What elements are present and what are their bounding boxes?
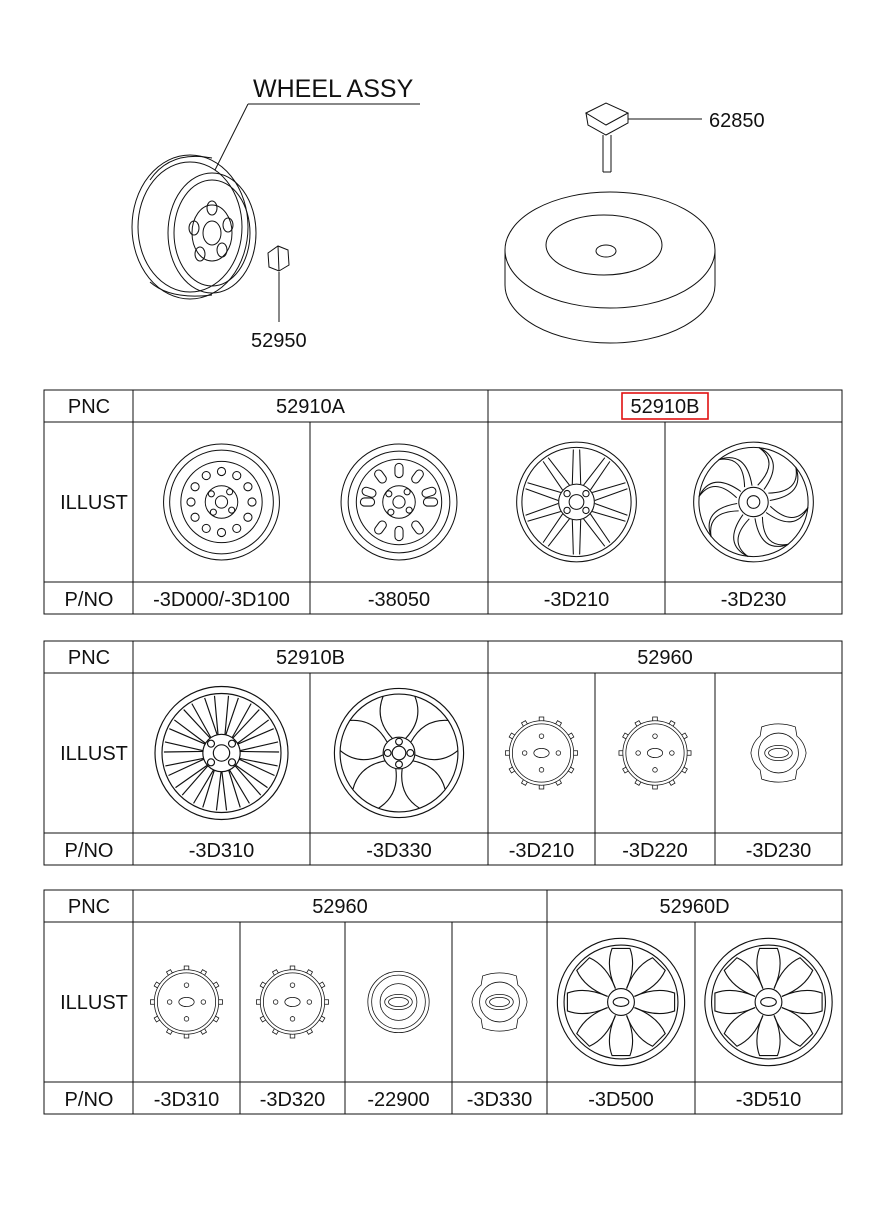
part-number: -38050 [367,589,431,611]
row-label-pno: P/NO [64,589,114,611]
row-label-pnc: PNC [67,396,111,418]
pnc-group-label: 52960D [659,896,730,918]
part-number: -3D230 [720,589,787,611]
wheel-cover-icon [557,938,684,1065]
center-cap-icon [619,717,691,789]
part-number: -3D210 [543,589,610,611]
center-cap-icon [505,717,577,789]
parts-table [44,641,842,865]
pnc-group-label: 52910B [276,647,345,669]
parts-table [44,890,842,1114]
row-label-pno: P/NO [64,840,114,862]
part-number: -3D310 [153,1089,220,1111]
wheel-assy-icon [132,155,256,299]
parts-table [44,390,842,614]
center-cap-icon [150,966,222,1038]
diagram-title: WHEEL ASSY [253,75,414,103]
steel-wheel-slotted-icon [341,444,457,560]
part-number: -3D210 [508,840,575,862]
row-label-pnc: PNC [67,896,111,918]
hub-cap-round-icon [368,971,429,1032]
pnc-group-label: 52960 [312,896,368,918]
part-number: -3D000/-3D100 [153,589,290,611]
alloy-wheel-10-spoke-icon [517,442,637,562]
part-number: -3D310 [188,840,255,862]
alloy-wheel-multi-spoke-icon [155,687,288,820]
part-number: -3D220 [622,840,688,862]
wheel-cover-swirl-icon [705,938,832,1065]
hub-cap-icon [751,724,806,782]
part-number: -3D500 [588,1089,654,1111]
part-number: -3D330 [366,840,432,862]
row-label-pno: P/NO [64,1089,114,1111]
part-number: -3D230 [745,840,812,862]
center-cap-icon [256,966,328,1038]
spare-bolt-icon [586,103,628,172]
part-number: -3D320 [259,1089,326,1111]
part-number: -3D330 [466,1089,533,1111]
row-label-illust: ILLUST [60,743,128,765]
pnc-group-label: 52910A [276,396,345,418]
callout-spare-bolt: 62850 [709,110,765,132]
row-label-illust: ILLUST [60,992,128,1014]
lug-nut-icon [268,246,289,271]
spare-tire-icon [505,192,715,343]
row-label-illust: ILLUST [60,492,128,514]
alloy-wheel-swirl-icon [694,442,814,562]
alloy-wheel-5-spoke-icon [334,688,463,817]
part-number: -22900 [367,1089,430,1111]
row-label-pnc: PNC [67,647,111,669]
pnc-group-label: 52960 [637,647,693,669]
pnc-group-label: 52910B [630,396,700,418]
hub-cap-icon [472,973,527,1031]
part-number: -3D510 [735,1089,802,1111]
callout-lug-nut: 52950 [251,330,307,352]
parts-tables [44,390,842,1114]
steel-wheel-icon [164,444,280,560]
